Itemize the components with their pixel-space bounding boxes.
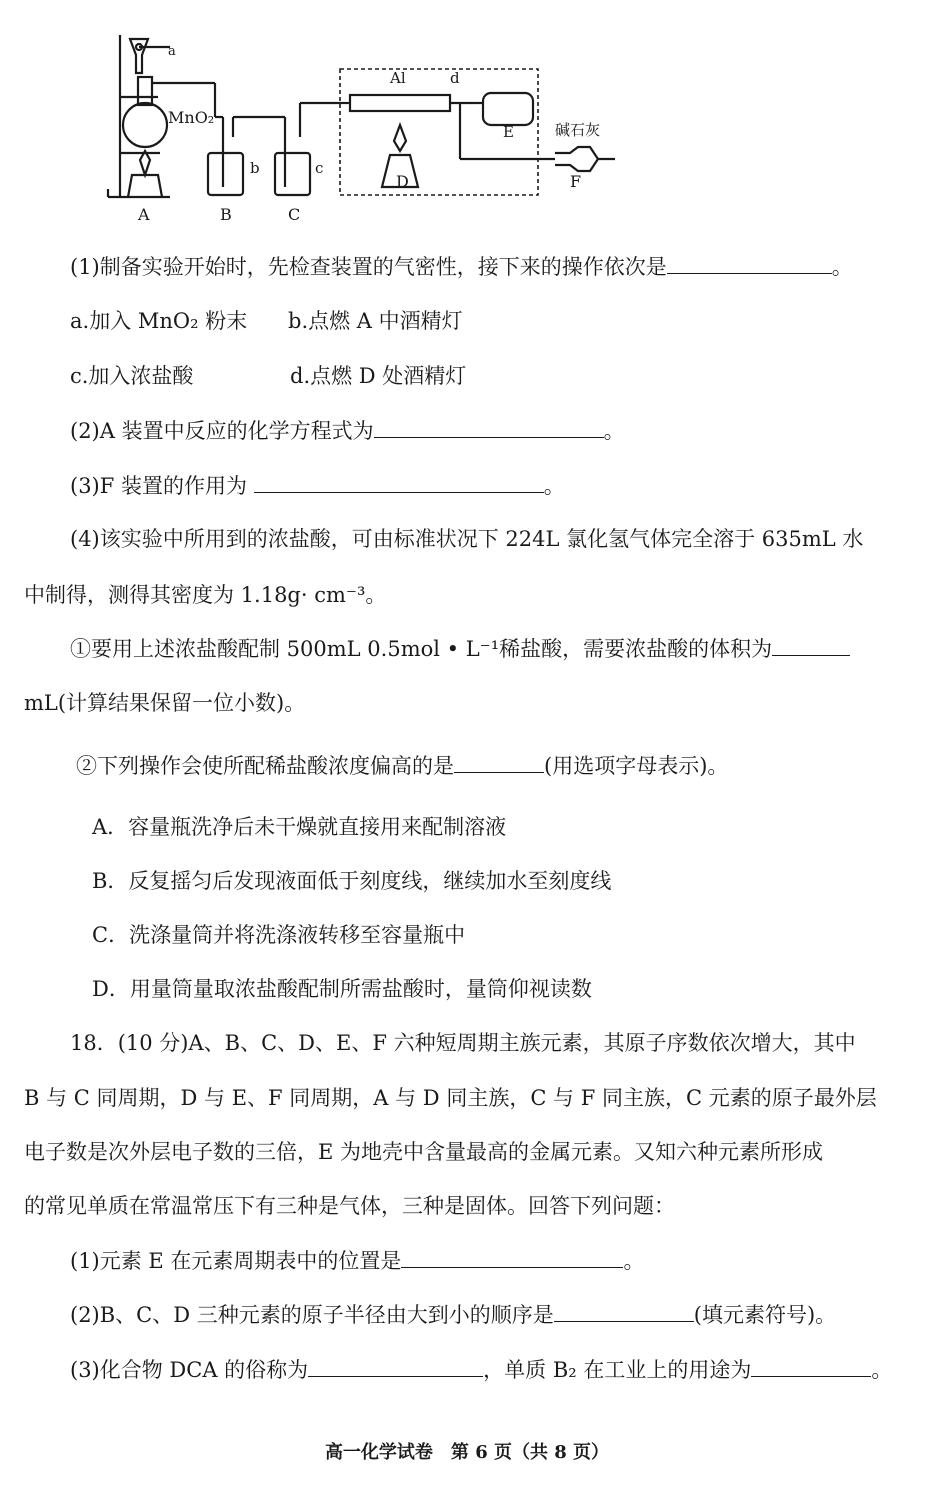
q4-sub1-text: ①要用上述浓盐酸配制 500mL 0.5mol • L⁻¹稀盐酸，需要浓盐酸的体积为: [70, 637, 773, 661]
q4-sub2-text: ②下列操作会使所配稀盐酸浓度偏高的是: [76, 754, 454, 778]
q18-line4: 的常见单质在常温常压下有三种是气体，三种是固体。回答下列问题：: [24, 1194, 675, 1218]
q4-sub1-blank[interactable]: [772, 637, 850, 656]
q18-line2: B 与 C 同周期，D 与 E、F 同周期，A 与 D 同主族，C 与 F 同主族，C 元素的原子最外层: [24, 1086, 877, 1110]
q2-text: (2)A 装置中反应的化学方程式为: [70, 419, 374, 443]
q18-part1-text: (1)元素 E 在元素周期表中的位置是: [70, 1249, 402, 1273]
q18-part3-blank2[interactable]: [751, 1358, 871, 1377]
label-e: E: [503, 123, 514, 141]
label-d-small: d: [450, 69, 460, 87]
label-B: B: [220, 205, 232, 224]
q18-part1: [70, 1246, 644, 1276]
q1-option-d: d.点燃 D 处酒精灯: [290, 364, 467, 388]
q2-line: [70, 416, 625, 446]
q4-sub2-blank[interactable]: [454, 754, 544, 773]
label-al: Al: [390, 69, 406, 87]
q18-part2-blank[interactable]: [554, 1303, 694, 1322]
q18-part2: [70, 1300, 836, 1330]
page-footer: 高一化学试卷 第 6 页（共 8 页）: [324, 1442, 610, 1463]
q1-option-c: c.加入浓盐酸: [70, 364, 194, 388]
label-C: C: [288, 205, 301, 224]
q18-part3-end: 。: [871, 1358, 893, 1382]
label-mno2: MnO₂: [168, 108, 215, 127]
q3-answer-blank[interactable]: [254, 474, 544, 493]
q18-part3-blank1[interactable]: [308, 1358, 483, 1377]
q18-part3: [70, 1355, 892, 1385]
q1-answer-blank[interactable]: [667, 255, 832, 274]
label-soda-lime: 碱石灰: [555, 121, 601, 139]
label-A: A: [138, 205, 150, 224]
q18-part1-end: 。: [623, 1249, 645, 1273]
apparatus-diagram: [100, 25, 620, 230]
q1-line: [70, 252, 853, 282]
q4-option-D: D．用量筒量取浓盐酸配制所需盐酸时，量筒仰视读数: [92, 977, 592, 1001]
q4-sub2-end: (用选项字母表示)。: [544, 754, 729, 778]
q4-option-B: B．反复摇匀后发现液面低于刻度线，继续加水至刻度线: [92, 869, 612, 893]
q18-line3: 电子数是次外层电子数的三倍，E 为地壳中含量最高的金属元素。又知六种元素所形成: [24, 1140, 824, 1164]
q1-option-b: b.点燃 A 中酒精灯: [288, 309, 463, 333]
q3-line: [70, 471, 565, 501]
q4-option-C: C．洗涤量筒并将洗涤液转移至容量瓶中: [92, 923, 466, 947]
label-c: c: [315, 159, 324, 177]
q3-end: 。: [543, 474, 565, 498]
q3-text: (3)F 装置的作用为: [70, 474, 247, 498]
q4-line1: (4)该实验中所用到的浓盐酸，可由标准状况下 224L 氯化氢气体完全溶于 635mL 水: [70, 527, 864, 551]
label-F: F: [570, 172, 582, 191]
q18-part2-text: (2)B、C、D 三种元素的原子半径由大到小的顺序是: [70, 1303, 554, 1327]
q1-option-a: a.加入 MnO₂ 粉末: [70, 309, 248, 333]
q18-part2-end: (填元素符号)。: [693, 1303, 837, 1327]
q1-text: (1)制备实验开始时，先检查装置的气密性，接下来的操作依次是: [70, 255, 667, 279]
q4-sub1-end: mL(计算结果保留一位小数)。: [24, 691, 306, 715]
q18-part3-mid: ，单质 B₂ 在工业上的用途为: [483, 1358, 752, 1382]
label-b: b: [250, 159, 260, 177]
label-a: a: [168, 44, 176, 59]
q4-sub2: [76, 751, 728, 781]
q4-option-A: A．容量瓶洗净后未干燥就直接用来配制溶液: [92, 815, 507, 839]
q4-line2: 中制得，测得其密度为 1.18g· cm⁻³。: [24, 583, 387, 607]
q18-part1-blank[interactable]: [401, 1249, 623, 1268]
q2-end: 。: [603, 419, 625, 443]
label-D: D: [396, 172, 409, 191]
q18-part3-text: (3)化合物 DCA 的俗称为: [70, 1358, 309, 1382]
q18-line1: 18．(10 分)A、B、C、D、E、F 六种短周期主族元素，其原子序数依次增大，其中: [70, 1031, 856, 1055]
q1-end: 。: [831, 255, 853, 279]
q2-answer-blank[interactable]: [374, 419, 604, 438]
q4-sub1: [70, 634, 850, 664]
